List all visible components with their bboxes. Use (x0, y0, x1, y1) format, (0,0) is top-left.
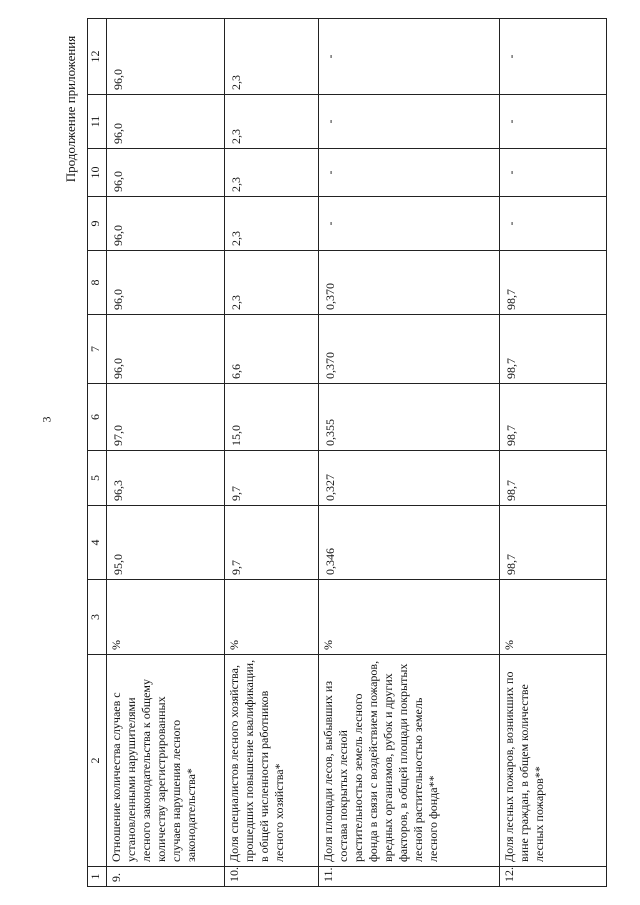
row-number: 12. (500, 867, 607, 887)
value-cell: 98,7 (500, 251, 607, 315)
header-row (88, 19, 107, 887)
value-cell: 0,327 (319, 451, 500, 506)
table-row (500, 19, 607, 887)
value-cell: 9,7 (225, 451, 319, 506)
header-cell: 8 (88, 251, 107, 315)
rotated-table-container (87, 19, 607, 887)
value-cell: 2,3 (225, 197, 319, 251)
value-cell: 15,0 (225, 384, 319, 451)
value-cell: 98,7 (500, 315, 607, 384)
value-cell: 2,3 (225, 149, 319, 197)
value-cell: 0,370 (319, 315, 500, 384)
indicator-name: Доля площади лесов, выбывших из состава покрытых лесной растительностью земель лесного фонда в связи с воздействием пожаров, вредных организмов, рубок и других факторов, в общей площади покрытых лесной растительностью земель лесного фонда** (319, 655, 500, 867)
unit-cell: % (319, 580, 500, 655)
value-cell: 96,0 (107, 19, 225, 95)
table-row (107, 19, 225, 887)
value-cell: 2,3 (225, 95, 319, 149)
header-cell: 5 (88, 451, 107, 506)
value-cell: 96,0 (107, 149, 225, 197)
value-cell: 97,0 (107, 384, 225, 451)
value-cell: 0,346 (319, 506, 500, 580)
row-number: 10. (225, 867, 319, 887)
header-cell: 7 (88, 315, 107, 384)
value-cell: 98,7 (500, 451, 607, 506)
value-cell: 2,3 (225, 19, 319, 95)
indicator-name: Доля лесных пожаров, возникших по вине граждан, в общем количестве лесных пожаров** (500, 655, 607, 867)
table-row (319, 19, 500, 887)
value-cell: 0,370 (319, 251, 500, 315)
header-cell: 1 (88, 867, 107, 887)
header-cell: 9 (88, 197, 107, 251)
row-number: 9. (107, 867, 225, 887)
header-cell: 6 (88, 384, 107, 451)
value-cell: 2,3 (225, 251, 319, 315)
value-cell: - (319, 149, 500, 197)
value-cell: - (500, 149, 607, 197)
value-cell: - (500, 95, 607, 149)
unit-cell: % (225, 580, 319, 655)
value-cell: 98,7 (500, 384, 607, 451)
value-cell: 96,0 (107, 251, 225, 315)
row-number: 11. (319, 867, 500, 887)
indicator-name: Доля специалистов лесного хозяйства, прошедших повышение квалификации, в общей численности работников лесного хозяйства* (225, 655, 319, 867)
header-cell: 11 (88, 95, 107, 149)
value-cell: 96,0 (107, 315, 225, 384)
indicator-name: Отношение количества случаев с установленными нарушителями лесного законодательства к общему количеству зарегистрированных случаев нарушения лесного законодательства* (107, 655, 225, 867)
value-cell: - (500, 197, 607, 251)
page-number: 3 (39, 416, 54, 423)
table-row (225, 19, 319, 887)
value-cell: - (319, 19, 500, 95)
value-cell: - (319, 95, 500, 149)
unit-cell: % (107, 580, 225, 655)
value-cell: 98,7 (500, 506, 607, 580)
value-cell: 6,6 (225, 315, 319, 384)
header-cell: 4 (88, 506, 107, 580)
header-cell: 10 (88, 149, 107, 197)
value-cell: 0,355 (319, 384, 500, 451)
header-cell: 3 (88, 580, 107, 655)
value-cell: 95,0 (107, 506, 225, 580)
unit-cell: % (500, 580, 607, 655)
value-cell: - (319, 197, 500, 251)
indicators-table (87, 18, 607, 887)
value-cell: 9,7 (225, 506, 319, 580)
value-cell: 96,3 (107, 451, 225, 506)
value-cell: - (500, 19, 607, 95)
header-cell: 2 (88, 655, 107, 867)
value-cell: 96,0 (107, 197, 225, 251)
header-cell: 12 (88, 19, 107, 95)
appendix-continuation-caption: Продолжение приложения (63, 35, 78, 183)
value-cell: 96,0 (107, 95, 225, 149)
